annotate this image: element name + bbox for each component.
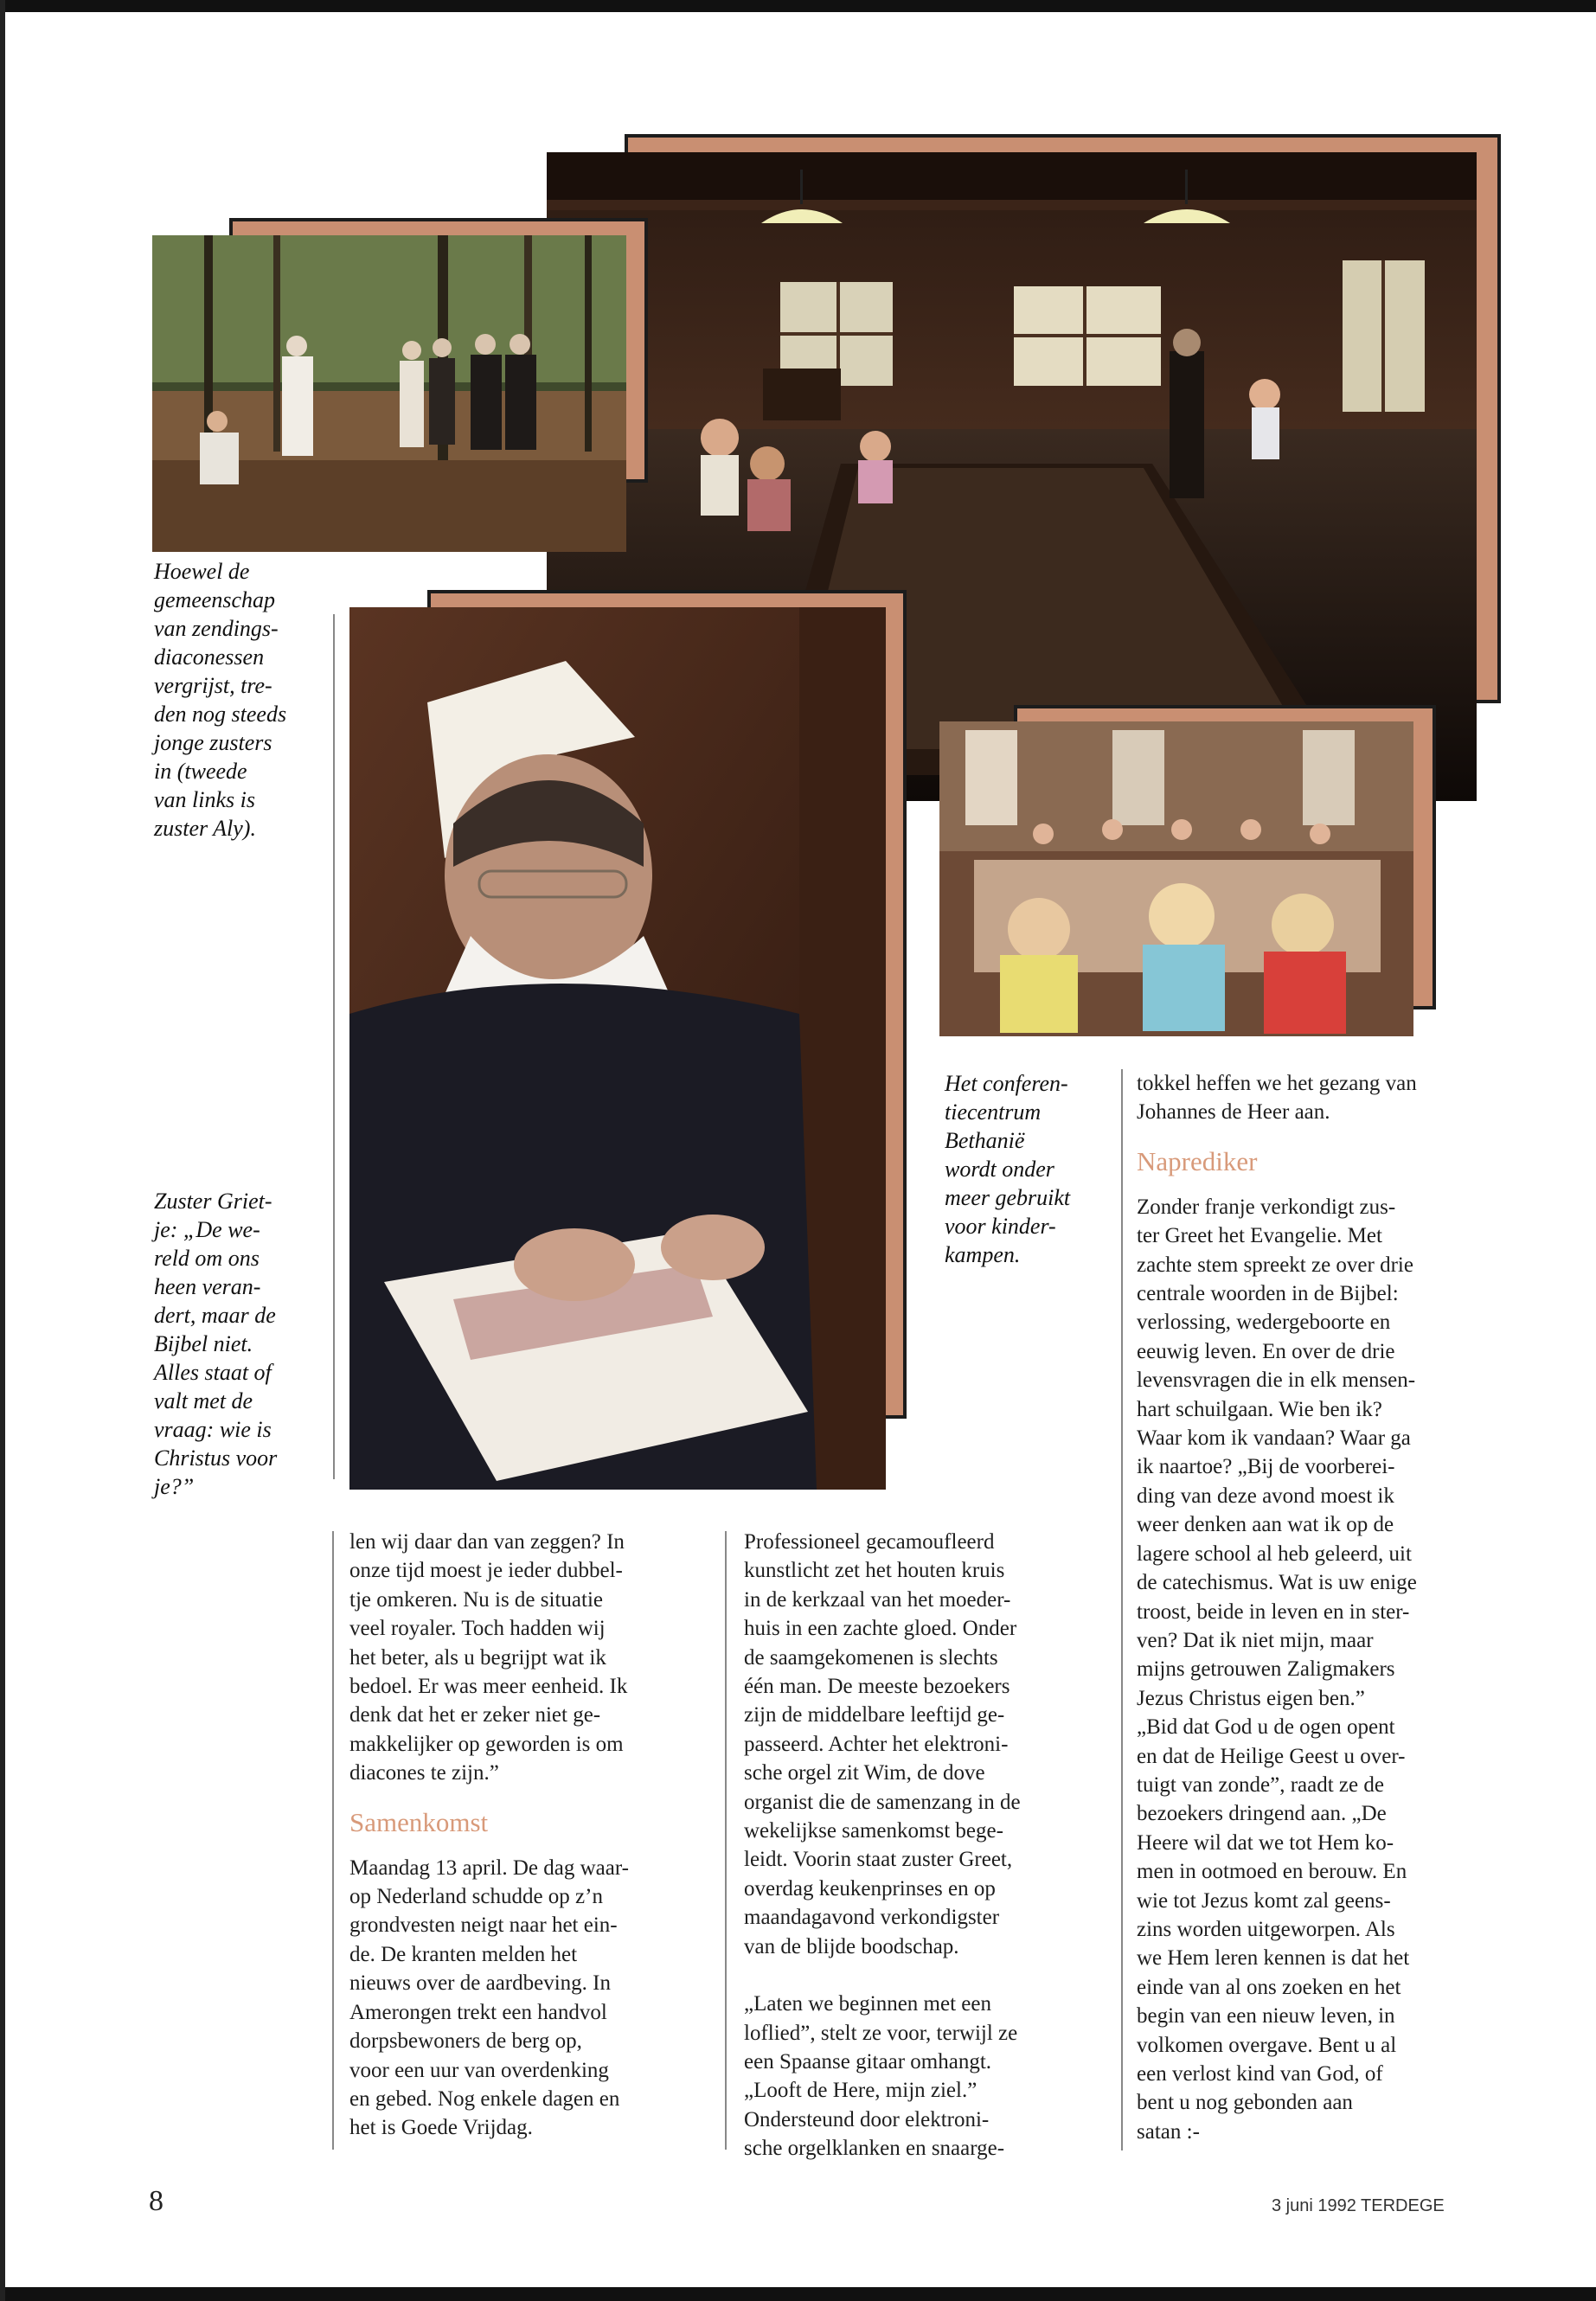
text-line: van de blijde boodschap.	[744, 1934, 959, 1958]
text-line: „Looft de Here, mijn ziel.”	[744, 2079, 977, 2103]
text-line: we Hem leren kennen is dat het	[1137, 1946, 1410, 1971]
text-line: bezoekers dringend aan. „De	[1137, 1802, 1387, 1826]
text-line: grondvesten neigt naar het ein-	[349, 1913, 618, 1938]
text-line: begin van een nieuw leven, in	[1137, 2004, 1395, 2029]
caption-line: diaconessen	[154, 644, 265, 670]
text-line: loflied”, stelt ze voor, terwijl ze	[744, 2021, 1018, 2045]
text-line: ter Greet het Evangelie. Met	[1137, 1224, 1382, 1248]
caption-line: reld om ons	[154, 1246, 260, 1271]
text-line: satan :-	[1137, 2119, 1200, 2144]
text-line: troost, beide in leven en in ster-	[1137, 1599, 1410, 1624]
caption-line: Het conferen-	[945, 1071, 1068, 1096]
text-line: ik naartoe? „Bij de voorberei-	[1137, 1455, 1395, 1479]
text-line: Amerongen trekt een handvol	[349, 2000, 607, 2024]
caption-line: Zuster Griet-	[154, 1189, 272, 1214]
text-line: voor een uur van overdenking	[349, 2058, 609, 2082]
text-line: „Laten we beginnen met een	[744, 1992, 991, 2016]
caption-line: dert, maar de	[154, 1303, 276, 1328]
text-line: volkomen overgave. Bent u al	[1137, 2033, 1397, 2057]
forest-photo	[152, 235, 626, 552]
portrait-photo-caption	[154, 1187, 327, 1501]
text-line: denk dat het er zeker niet ge-	[349, 1703, 601, 1727]
text-line: overdag keukenprinses en op	[744, 1876, 996, 1900]
text-line: wie tot Jezus komt zal geens-	[1137, 1888, 1391, 1913]
text-line: tje omkeren. Nu is de situatie	[349, 1587, 603, 1612]
text-line: en dat de Heilige Geest u over-	[1137, 1744, 1406, 1768]
hall-photo-caption	[945, 1069, 1118, 1269]
text-line: het beter, als u begrijpt wat ik	[349, 1645, 606, 1670]
column-rule	[725, 1531, 727, 2150]
text-line: mijns getrouwen Zaligmakers	[1137, 1657, 1395, 1682]
text-line: tuigt van zonde”, raadt ze de	[1137, 1772, 1384, 1797]
caption-line: kampen.	[945, 1242, 1021, 1267]
caption-line: gemeenschap	[154, 587, 276, 612]
text-line: in de kerkzaal van het moeder-	[744, 1587, 1011, 1612]
caption-line: vraag: wie is	[154, 1417, 272, 1442]
text-line: sche orgel zit Wim, de dove	[744, 1761, 985, 1785]
caption-line: den nog steeds	[154, 702, 287, 727]
text-line: de saamgekomenen is slechts	[744, 1645, 998, 1670]
text-line: lagere school al heb geleerd, uit	[1137, 1541, 1412, 1566]
text-line: veel royaler. Toch hadden wij	[349, 1617, 606, 1641]
text-line: eeuwig leven. En over de drie	[1137, 1339, 1395, 1363]
caption-line: van links is	[154, 787, 255, 812]
text-line: diacones te zijn.”	[349, 1761, 499, 1785]
text-line: kunstlicht zet het houten kruis	[744, 1559, 1005, 1583]
text-line: het is Goede Vrijdag.	[349, 2116, 533, 2140]
text-line: Jezus Christus eigen ben.”	[1137, 1686, 1365, 1710]
paragraph-gap	[744, 1961, 1107, 1990]
text-line: en gebed. Nog enkele dagen en	[349, 2086, 620, 2111]
caption-line: Christus voor	[154, 1445, 278, 1471]
text-line: sche orgelklanken en snaarge-	[744, 2137, 1005, 2161]
text-line: leidt. Voorin staat zuster Greet,	[744, 1848, 1013, 1872]
text-line: weer denken aan wat ik op de	[1137, 1513, 1394, 1537]
text-line: dorpsbewoners de berg op,	[349, 2029, 582, 2054]
text-line: len wij daar dan van zeggen? In	[349, 1530, 625, 1554]
caption-line: je?”	[154, 1474, 195, 1499]
caption-line: vergrijst, tre-	[154, 673, 272, 698]
text-line: één man. De meeste bezoekers	[744, 1675, 1010, 1699]
children-photo	[939, 721, 1413, 1036]
text-line: zachte stem spreekt ze over drie	[1137, 1253, 1413, 1277]
caption-line: jonge zusters	[154, 730, 272, 755]
article-column-3	[1137, 1069, 1509, 2146]
page-top-border	[0, 0, 1596, 12]
text-line: „Bid dat God u de ogen opent	[1137, 1715, 1395, 1740]
text-line: huis in een zachte gloed. Onder	[744, 1617, 1017, 1641]
text-line: bedoel. Er was meer eenheid. Ik	[349, 1675, 628, 1699]
text-line: ven? Dat ik niet mijn, maar	[1137, 1628, 1374, 1652]
text-line: ding van deze avond moest ik	[1137, 1484, 1394, 1508]
caption-line: Alles staat of	[154, 1360, 272, 1385]
text-line: Professioneel gecamoufleerd	[744, 1530, 995, 1554]
text-line: op Nederland schudde op z’n	[349, 1885, 603, 1909]
column-rule	[332, 1531, 334, 2150]
text-line: verlossing, wedergeboorte en	[1137, 1311, 1391, 1335]
text-line: passeerd. Achter het elektroni-	[744, 1732, 1009, 1756]
text-line: organist die de samenzang in de	[744, 1790, 1021, 1814]
text-line: zijn de middelbare leeftijd ge-	[744, 1703, 1005, 1727]
text-line: nieuws over de aardbeving. In	[349, 1971, 611, 1996]
text-line: Heere wil dat we tot Hem ko-	[1137, 1830, 1394, 1855]
text-line: tokkel heffen we het gezang van	[1137, 1072, 1417, 1095]
caption-line: Bijbel niet.	[154, 1331, 253, 1356]
text-line: maandagavond verkondigster	[744, 1906, 1000, 1930]
text-line: Maandag 13 april. De dag waar-	[349, 1856, 629, 1880]
section-heading-samenkomst: Samenkomst	[349, 1806, 489, 1837]
caption-rule	[333, 614, 335, 1479]
text-line: hart schuilgaan. Wie ben ik?	[1137, 1397, 1382, 1421]
caption-line: in (tweede	[154, 759, 247, 784]
portrait-photo	[349, 607, 886, 1490]
text-line: bent u nog gebonden aan	[1137, 2091, 1353, 2115]
text-line: Ondersteund door elektroni-	[744, 2107, 990, 2131]
text-line: Waar kom ik vandaan? Waar ga	[1137, 1426, 1411, 1451]
caption-line: Hoewel de	[154, 559, 250, 584]
text-line: de. De kranten melden het	[349, 1942, 578, 1966]
text-line: een verlost kind van God, of	[1137, 2062, 1383, 2086]
caption-line: zuster Aly).	[154, 816, 256, 841]
caption-line: wordt onder	[945, 1157, 1054, 1182]
text-line: centrale woorden in de Bijbel:	[1137, 1282, 1399, 1306]
text-line: einde van al ons zoeken en het	[1137, 1975, 1401, 1999]
caption-line: heen veran-	[154, 1274, 261, 1299]
text-line: Zonder franje verkondigt zus-	[1137, 1195, 1396, 1219]
caption-line: tiecentrum	[945, 1099, 1042, 1125]
caption-line: van zendings-	[154, 616, 279, 641]
text-line: wekelijkse samenkomst bege-	[744, 1819, 1003, 1843]
text-line: levensvragen die in elk mensen-	[1137, 1368, 1416, 1393]
caption-line: voor kinder-	[945, 1214, 1056, 1239]
text-line: Johannes de Heer aan.	[1137, 1100, 1330, 1125]
text-line: de catechismus. Wat is uw enige	[1137, 1571, 1417, 1595]
text-line: een Spaanse gitaar omhangt.	[744, 2049, 992, 2073]
text-line: onze tijd moest je ieder dubbel-	[349, 1559, 623, 1583]
caption-line: meer gebruikt	[945, 1185, 1071, 1210]
page-bottom-border	[0, 2287, 1596, 2301]
forest-photo-caption	[154, 557, 327, 843]
page-number: 8	[149, 2185, 163, 2217]
text-line: men in ootmoed en berouw. En	[1137, 1860, 1407, 1884]
text-line: makkelijker op geworden is om	[349, 1732, 624, 1756]
article-column-1	[349, 1528, 713, 2143]
caption-line: Bethanië	[945, 1128, 1025, 1153]
caption-line: je: „De we-	[154, 1217, 260, 1242]
section-heading-naprediker: Naprediker	[1137, 1145, 1258, 1176]
article-column-2	[744, 1528, 1107, 2163]
column-rule	[1121, 1069, 1123, 2150]
text-line: zins worden uitgeworpen. Als	[1137, 1917, 1395, 1941]
page-left-border	[0, 0, 5, 2301]
issue-footer: 3 juni 1992 TERDEGE	[1272, 2196, 1445, 2215]
caption-line: valt met de	[154, 1388, 253, 1413]
